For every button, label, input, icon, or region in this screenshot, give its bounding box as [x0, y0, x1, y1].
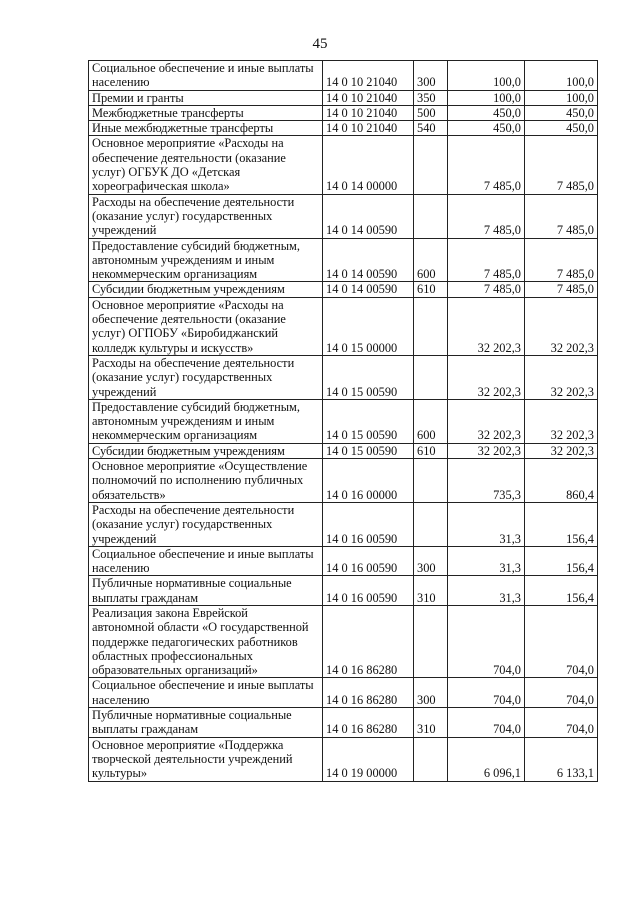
- expense-type-cell: 600: [414, 399, 448, 443]
- table-row: [89, 121, 598, 136]
- item-name-line: Основное мероприятие «Расходы на: [92, 136, 284, 151]
- amount-year1-cell: 7 485,0: [448, 282, 525, 297]
- budget-code-cell: 14 0 10 21040: [323, 90, 414, 105]
- budget-code-cell: 14 0 16 86280: [323, 605, 414, 677]
- amount-year1-cell: 7 485,0: [448, 136, 525, 194]
- table-row: [89, 737, 598, 781]
- amount-year1-cell: 31,3: [448, 546, 525, 576]
- budget-code-cell: 14 0 15 00000: [323, 297, 414, 355]
- amount-year1-cell: 31,3: [448, 576, 525, 606]
- amount-year1-cell: 31,3: [448, 502, 525, 546]
- amount-year1-cell: 100,0: [448, 61, 525, 91]
- amount-year2-cell: 6 133,1: [525, 737, 598, 781]
- amount-year1-cell: 7 485,0: [448, 194, 525, 238]
- expense-type-cell: 310: [414, 576, 448, 606]
- item-name-line: обеспечение деятельности (оказание: [92, 150, 286, 165]
- table-row: [89, 355, 598, 399]
- item-name-line: поддержке педагогических работников: [92, 634, 298, 649]
- item-name-line: Расходы на обеспечение деятельности: [92, 194, 295, 209]
- item-name-cell: [89, 90, 323, 105]
- item-name-cell: [89, 238, 323, 282]
- item-name-line: Расходы на обеспечение деятельности: [92, 502, 295, 517]
- expense-type-cell: 300: [414, 61, 448, 91]
- item-name-line: (оказание услуг) государственных: [92, 517, 273, 532]
- expense-type-cell: 310: [414, 708, 448, 738]
- amount-year2-cell: 156,4: [525, 502, 598, 546]
- amount-year1-cell: 6 096,1: [448, 737, 525, 781]
- amount-year2-cell: 156,4: [525, 576, 598, 606]
- amount-year1-cell: 704,0: [448, 708, 525, 738]
- table-row: [89, 399, 598, 443]
- amount-year1-cell: 32 202,3: [448, 297, 525, 355]
- table-row: [89, 605, 598, 677]
- budget-code-cell: 14 0 16 86280: [323, 678, 414, 708]
- item-name-line: учреждений: [92, 531, 157, 546]
- expense-type-cell: [414, 502, 448, 546]
- item-name-cell: [89, 105, 323, 120]
- amount-year2-cell: 156,4: [525, 546, 598, 576]
- item-name-line: Предоставление субсидий бюджетным,: [92, 399, 300, 414]
- item-name-line: Социальное обеспечение и иные выплаты: [92, 546, 314, 561]
- item-name-line: населению: [92, 561, 150, 576]
- amount-year1-cell: 7 485,0: [448, 238, 525, 282]
- amount-year2-cell: 7 485,0: [525, 282, 598, 297]
- budget-code-cell: 14 0 16 00590: [323, 576, 414, 606]
- amount-year1-cell: 32 202,3: [448, 443, 525, 458]
- item-name-line: населению: [92, 692, 150, 707]
- item-name-line: полномочий по исполнению публичных: [92, 473, 304, 488]
- amount-year1-cell: 450,0: [448, 121, 525, 136]
- item-name-cell: [89, 399, 323, 443]
- expense-type-cell: [414, 297, 448, 355]
- item-name-line: обеспечение деятельности (оказание: [92, 312, 286, 327]
- budget-code-cell: 14 0 14 00000: [323, 136, 414, 194]
- budget-code-cell: 14 0 16 00590: [323, 546, 414, 576]
- expense-type-cell: 350: [414, 90, 448, 105]
- expense-type-cell: 600: [414, 238, 448, 282]
- expense-type-cell: 300: [414, 546, 448, 576]
- budget-code-cell: 14 0 10 21040: [323, 61, 414, 91]
- amount-year2-cell: 704,0: [525, 708, 598, 738]
- table-row: [89, 576, 598, 606]
- page-number: 45: [312, 36, 328, 52]
- amount-year1-cell: 704,0: [448, 678, 525, 708]
- amount-year2-cell: 860,4: [525, 459, 598, 503]
- budget-code-cell: 14 0 15 00590: [323, 443, 414, 458]
- table-row: [89, 708, 598, 738]
- budget-code-cell: 14 0 14 00590: [323, 194, 414, 238]
- item-name-line: услуг) ОГБУК ДО «Детская: [92, 165, 241, 180]
- item-name-cell: [89, 502, 323, 546]
- expense-type-cell: [414, 355, 448, 399]
- item-name-line: Основное мероприятие «Расходы на: [92, 297, 284, 312]
- item-name-line: Публичные нормативные социальные: [92, 576, 292, 591]
- item-name-cell: [89, 737, 323, 781]
- budget-code-cell: 14 0 15 00590: [323, 399, 414, 443]
- table-row: [89, 502, 598, 546]
- item-name-line: Субсидии бюджетным учреждениям: [92, 443, 285, 458]
- item-name-line: колледж культуры и искусств»: [92, 340, 254, 355]
- amount-year1-cell: 32 202,3: [448, 355, 525, 399]
- item-name-cell: [89, 605, 323, 677]
- expense-type-cell: 500: [414, 105, 448, 120]
- item-name-line: выплаты гражданам: [92, 722, 199, 737]
- item-name-line: Премии и гранты: [92, 90, 184, 105]
- item-name-line: хореографическая школа»: [92, 179, 230, 194]
- item-name-line: учреждений: [92, 223, 157, 238]
- budget-code-cell: 14 0 14 00590: [323, 238, 414, 282]
- budget-code-cell: 14 0 16 00000: [323, 459, 414, 503]
- item-name-line: Публичные нормативные социальные: [92, 708, 292, 723]
- budget-table-body: [89, 61, 598, 782]
- amount-year1-cell: 704,0: [448, 605, 525, 677]
- item-name-cell: [89, 136, 323, 194]
- item-name-line: областных профессиональных: [92, 648, 253, 663]
- budget-code-cell: 14 0 10 21040: [323, 105, 414, 120]
- table-row: [89, 678, 598, 708]
- item-name-cell: [89, 443, 323, 458]
- budget-code-cell: 14 0 15 00590: [323, 355, 414, 399]
- expense-type-cell: 610: [414, 443, 448, 458]
- item-name-line: (оказание услуг) государственных: [92, 208, 273, 223]
- item-name-cell: [89, 194, 323, 238]
- amount-year2-cell: 704,0: [525, 678, 598, 708]
- item-name-cell: [89, 61, 323, 91]
- item-name-line: Субсидии бюджетным учреждениям: [92, 282, 285, 297]
- item-name-line: выплаты гражданам: [92, 590, 199, 605]
- amount-year2-cell: 450,0: [525, 105, 598, 120]
- item-name-line: творческой деятельности учреждений: [92, 751, 293, 766]
- item-name-line: культуры»: [92, 766, 148, 781]
- item-name-line: Основное мероприятие «Осуществление: [92, 459, 308, 474]
- table-row: [89, 194, 598, 238]
- budget-code-cell: 14 0 19 00000: [323, 737, 414, 781]
- item-name-cell: [89, 708, 323, 738]
- table-row: [89, 61, 598, 91]
- item-name-line: Социальное обеспечение и иные выплаты: [92, 678, 314, 693]
- table-row: [89, 443, 598, 458]
- item-name-line: населению: [92, 75, 150, 90]
- amount-year1-cell: 100,0: [448, 90, 525, 105]
- item-name-cell: [89, 678, 323, 708]
- budget-code-cell: 14 0 16 00590: [323, 502, 414, 546]
- expense-type-cell: 610: [414, 282, 448, 297]
- amount-year1-cell: 32 202,3: [448, 399, 525, 443]
- amount-year2-cell: 7 485,0: [525, 194, 598, 238]
- item-name-line: обязательств»: [92, 487, 166, 502]
- item-name-line: некоммерческим организациям: [92, 428, 258, 443]
- budget-code-cell: 14 0 16 86280: [323, 708, 414, 738]
- amount-year2-cell: 7 485,0: [525, 136, 598, 194]
- amount-year2-cell: 7 485,0: [525, 238, 598, 282]
- table-row: [89, 90, 598, 105]
- item-name-cell: [89, 546, 323, 576]
- item-name-cell: [89, 282, 323, 297]
- amount-year2-cell: 704,0: [525, 605, 598, 677]
- item-name-line: некоммерческим организациям: [92, 267, 258, 282]
- budget-code-cell: 14 0 10 21040: [323, 121, 414, 136]
- item-name-line: Межбюджетные трансферты: [92, 105, 244, 120]
- item-name-line: образовательных организаций»: [92, 663, 258, 678]
- amount-year2-cell: 32 202,3: [525, 443, 598, 458]
- item-name-line: автономным учреждениям и иным: [92, 414, 275, 429]
- budget-table: [88, 60, 598, 782]
- amount-year2-cell: 450,0: [525, 121, 598, 136]
- item-name-line: Расходы на обеспечение деятельности: [92, 355, 295, 370]
- item-name-line: (оказание услуг) государственных: [92, 370, 273, 385]
- item-name-line: автономным учреждениям и иным: [92, 252, 275, 267]
- table-row: [89, 136, 598, 194]
- amount-year2-cell: 32 202,3: [525, 297, 598, 355]
- item-name-line: учреждений: [92, 384, 157, 399]
- item-name-cell: [89, 297, 323, 355]
- amount-year2-cell: 32 202,3: [525, 399, 598, 443]
- item-name-cell: [89, 576, 323, 606]
- item-name-cell: [89, 459, 323, 503]
- amount-year2-cell: 32 202,3: [525, 355, 598, 399]
- item-name-line: Основное мероприятие «Поддержка: [92, 737, 284, 752]
- expense-type-cell: 300: [414, 678, 448, 708]
- table-row: [89, 105, 598, 120]
- amount-year1-cell: 735,3: [448, 459, 525, 503]
- item-name-line: Социальное обеспечение и иные выплаты: [92, 61, 314, 75]
- expense-type-cell: 540: [414, 121, 448, 136]
- expense-type-cell: [414, 194, 448, 238]
- table-row: [89, 459, 598, 503]
- amount-year2-cell: 100,0: [525, 61, 598, 91]
- expense-type-cell: [414, 737, 448, 781]
- table-row: [89, 546, 598, 576]
- table-row: [89, 238, 598, 282]
- item-name-cell: [89, 355, 323, 399]
- item-name-line: Реализация закона Еврейской: [92, 605, 248, 620]
- item-name-line: Иные межбюджетные трансферты: [92, 121, 274, 136]
- expense-type-cell: [414, 605, 448, 677]
- expense-type-cell: [414, 136, 448, 194]
- expense-type-cell: [414, 459, 448, 503]
- item-name-line: Предоставление субсидий бюджетным,: [92, 238, 300, 253]
- amount-year2-cell: 100,0: [525, 90, 598, 105]
- table-row: [89, 282, 598, 297]
- amount-year1-cell: 450,0: [448, 105, 525, 120]
- item-name-line: услуг) ОГПОБУ «Биробиджанский: [92, 326, 278, 341]
- item-name-cell: [89, 121, 323, 136]
- table-row: [89, 297, 598, 355]
- item-name-line: автономной области «О государственной: [92, 620, 309, 635]
- budget-code-cell: 14 0 14 00590: [323, 282, 414, 297]
